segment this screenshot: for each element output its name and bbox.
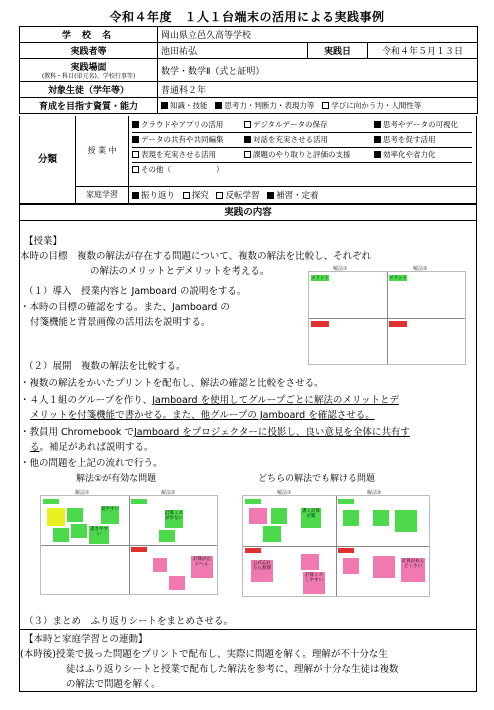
jamboard-right: 解法① 解法② 書く計算が楽 公式忘れたら無理 計算ミスしやすい 計算がめんどくさい <box>242 495 430 597</box>
step2-title: （２）展開 複数の解法を比較する。 <box>24 361 186 372</box>
jugyo-options <box>132 118 472 177</box>
home-label: 家庭学習 <box>76 187 129 203</box>
home-heading: 【本時と家庭学習との連動】 <box>24 634 148 645</box>
home-line-2: 徒はふり返りシートと授業で配布した解法を参考に、理解が十分な生徒は複数 <box>66 664 399 675</box>
board-left-title: 解法①が有効な問題 <box>76 474 157 484</box>
step1-bullet-1: ・本時の目標の確認をする。また、Jamboard の <box>20 302 230 313</box>
step2-bullet-1: ・複数の解法をかいたプリントを配布し、解法の確認と比較をさせる。 <box>20 378 324 389</box>
jugyo-row-3: その他（ ） <box>132 163 472 177</box>
scene-value: 数学・数学Ⅱ（式と証明） <box>158 59 478 82</box>
checkbox-checked-icon <box>374 121 381 128</box>
checkbox-empty-icon <box>216 192 223 199</box>
checkbox-checked-icon <box>132 121 139 128</box>
checkbox-empty-icon <box>322 102 329 109</box>
checkbox-empty-icon <box>132 166 139 173</box>
checkbox-empty-icon <box>183 192 190 199</box>
step2-bullet-4: ・他の問題を上記の流れで行う。 <box>20 458 163 469</box>
jugyo-row-0: クラウドやアプリの活用 デジタルデータの保存 思考やデータの可視化 <box>132 118 472 133</box>
home-line-1: (本時後)授業で扱った問題をプリントで配布し、実際に問題を解く。理解が不十分な生 <box>20 649 388 660</box>
checkbox-checked-icon <box>215 102 222 109</box>
class-label: 分類 <box>20 116 76 203</box>
school-value: 岡山県立邑久高等学校 <box>158 27 478 43</box>
step2-bullet-2b: メリットを付箋機能で書かせる。また、他グループの Jamboard を確認させる。 <box>30 410 375 421</box>
step1-bullet-2: 付箋機能と背景画像の活用法を説明する。 <box>30 317 211 328</box>
goal-line-1: 本時の目標 複数の解法が存在する問題について、複数の解法を比較し、それぞれ <box>20 251 372 262</box>
scene-label-cell <box>20 59 158 82</box>
checkbox-checked-icon <box>267 192 274 199</box>
ability-label: 育成を目指す資質・能力 <box>20 98 158 114</box>
date-label: 実践日 <box>308 43 368 59</box>
home-line-3: の解法で問題を解く。 <box>66 679 161 690</box>
teacher-label: 実践者等 <box>20 43 158 59</box>
scene-label: 実践場面 <box>70 63 107 73</box>
jugyo-label: 授 業 中 <box>76 116 129 187</box>
content-header: 実践の内容 <box>20 205 476 221</box>
jugyo-row-2: 表現を充実させる活用 課題のやり取りと評価の支援 効率化や省力化 <box>132 148 472 163</box>
checkbox-checked-icon <box>132 192 139 199</box>
checkbox-checked-icon <box>161 102 168 109</box>
checkbox-checked-icon <box>132 136 139 143</box>
home-options: 振り返り 探究 反転学習 補習・定着 <box>132 189 324 201</box>
checkbox-empty-icon <box>244 151 251 158</box>
ability-option-1: 思考力・判断力・表現力等 <box>215 100 314 111</box>
board-right-title: どちらの解法でも解ける問題 <box>258 474 376 484</box>
goal-line-2: の解法のメリットとデメリットを考える。 <box>90 266 270 277</box>
jugyo-row-1: データの共有や共同編集 対話を充実させる活用 思考を促す活用 <box>132 133 472 148</box>
checkbox-checked-icon <box>374 151 381 158</box>
home-section-divider <box>20 629 476 630</box>
step2-bullet-2a: ・４人１組のグループを作り、Jamboard を使用してグループごとに解法のメリットとデ <box>20 395 399 406</box>
checkbox-empty-icon <box>244 121 251 128</box>
step2-bullet-3a: ・教員用 Chromebook でJamboard をプロジェクターに投影し、良い意見を全体に共有す <box>20 427 410 438</box>
jugyo-heading: 【授業】 <box>24 236 63 247</box>
checkbox-checked-icon <box>374 136 381 143</box>
ability-option-0: 知識・技能 <box>161 100 208 111</box>
step3-title: （３）まとめ ふり返りシートをまとめさせる。 <box>24 616 234 627</box>
target-label: 対象生徒（学年等） <box>20 82 158 98</box>
classification-block <box>19 116 477 204</box>
jamboard-left: 解法① 解法② 見やすい 書きやすい 計算ミスが少ない 計算がたいへん <box>40 495 218 595</box>
content-section <box>19 204 477 692</box>
date-value: 令和４年５月１３日 <box>368 43 478 59</box>
step1-title: （１）導入 授業内容と Jamboard の説明をする。 <box>24 286 247 297</box>
jamboard-sample-small: 解法① 解法② メリット メリット <box>308 271 466 365</box>
ability-options <box>158 98 478 114</box>
teacher-value: 池田祐弘 <box>158 43 308 59</box>
school-label: 学 校 名 <box>20 27 158 43</box>
target-value: 普通科２年 <box>158 82 478 98</box>
checkbox-checked-icon <box>244 136 251 143</box>
step2-bullet-3b: る。補足があれば説明する。 <box>30 442 154 453</box>
ability-option-2: 学びに向かう力・人間性等 <box>322 100 421 111</box>
checkbox-empty-icon <box>132 151 139 158</box>
info-table <box>19 26 478 114</box>
scene-note: (教科・科目(単元名)、学校行事等) <box>41 73 136 80</box>
page-title: 令和４年度 １人１台端末の活用による実践事例 <box>109 10 385 24</box>
